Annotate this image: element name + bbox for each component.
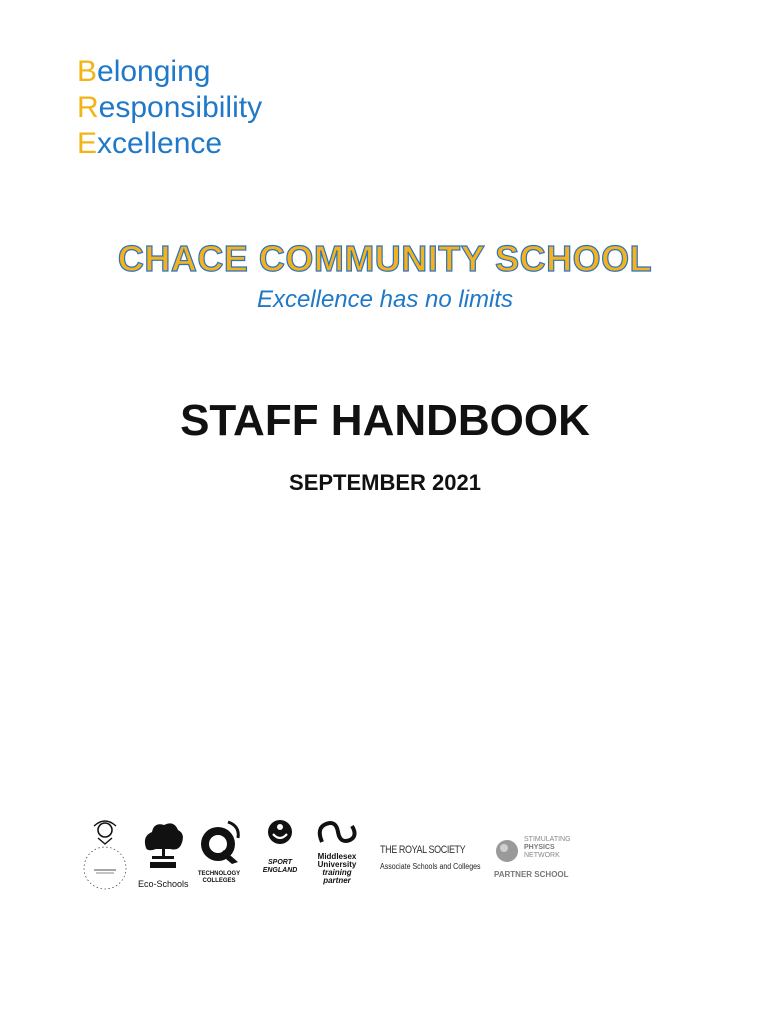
motto-initial: R	[77, 91, 99, 124]
technology-colleges-logo	[194, 818, 244, 885]
middlesex-line2: University	[317, 860, 357, 869]
technology-colleges-emblem-icon	[194, 818, 244, 866]
eco-schools-logo	[138, 818, 188, 889]
motto-initial: B	[77, 55, 98, 88]
middlesex-line1: Middlesex	[317, 852, 357, 861]
school-name: CHACE COMMUNITY SCHOOL	[117, 238, 653, 279]
motto-word: esponsibility	[98, 91, 263, 124]
royal-society-title: THE ROYAL SOCIETY	[380, 844, 466, 856]
middlesex-line4: partner	[323, 876, 351, 885]
sport-england-label	[258, 859, 302, 875]
arts-council-crest-icon	[80, 818, 130, 894]
physics-network-logo	[494, 836, 586, 879]
motto-line-responsibility	[77, 90, 262, 126]
technology-colleges-line2: COLLEGES	[202, 878, 236, 884]
middlesex-line3: training	[322, 868, 352, 877]
school-tagline: Excellence has no limits	[256, 286, 514, 313]
middlesex-knot-icon	[312, 818, 362, 848]
document-date: SEPTEMBER 2021	[289, 470, 481, 495]
motto-line-belonging	[77, 54, 262, 90]
motto-word: xcellence	[97, 127, 223, 160]
royal-society-logo	[380, 844, 481, 871]
motto	[77, 54, 262, 162]
physics-network-partner-label: PARTNER SCHOOL	[494, 870, 569, 879]
physics-network-name	[524, 836, 571, 860]
sport-england-line1: SPORT	[268, 859, 292, 866]
physics-network-sphere-icon	[494, 838, 520, 864]
eco-schools-label: Eco-Schools	[138, 879, 189, 889]
sport-england-figure-icon	[258, 818, 302, 854]
motto-line-excellence	[77, 126, 262, 162]
physics-network-line3: NETWORK	[524, 852, 560, 859]
technology-colleges-label	[194, 871, 244, 885]
motto-initial: E	[77, 127, 98, 160]
middlesex-label	[312, 853, 362, 885]
accreditation-logos	[80, 818, 590, 898]
technology-colleges-line1: TECHNOLOGY	[197, 871, 241, 877]
physics-network-line1: STIMULATING	[524, 836, 571, 843]
sport-england-logo	[258, 818, 302, 875]
sport-england-line2: ENGLAND	[262, 867, 298, 874]
physics-network-line2: PHYSICS	[524, 844, 555, 851]
middlesex-university-logo	[312, 818, 362, 885]
royal-society-subtitle: Associate Schools and Colleges	[380, 862, 481, 871]
arts-council-logo	[80, 818, 130, 899]
eco-schools-tree-icon	[138, 818, 188, 872]
motto-word: elonging	[97, 55, 211, 88]
document-title: STAFF HANDBOOK	[180, 396, 590, 445]
